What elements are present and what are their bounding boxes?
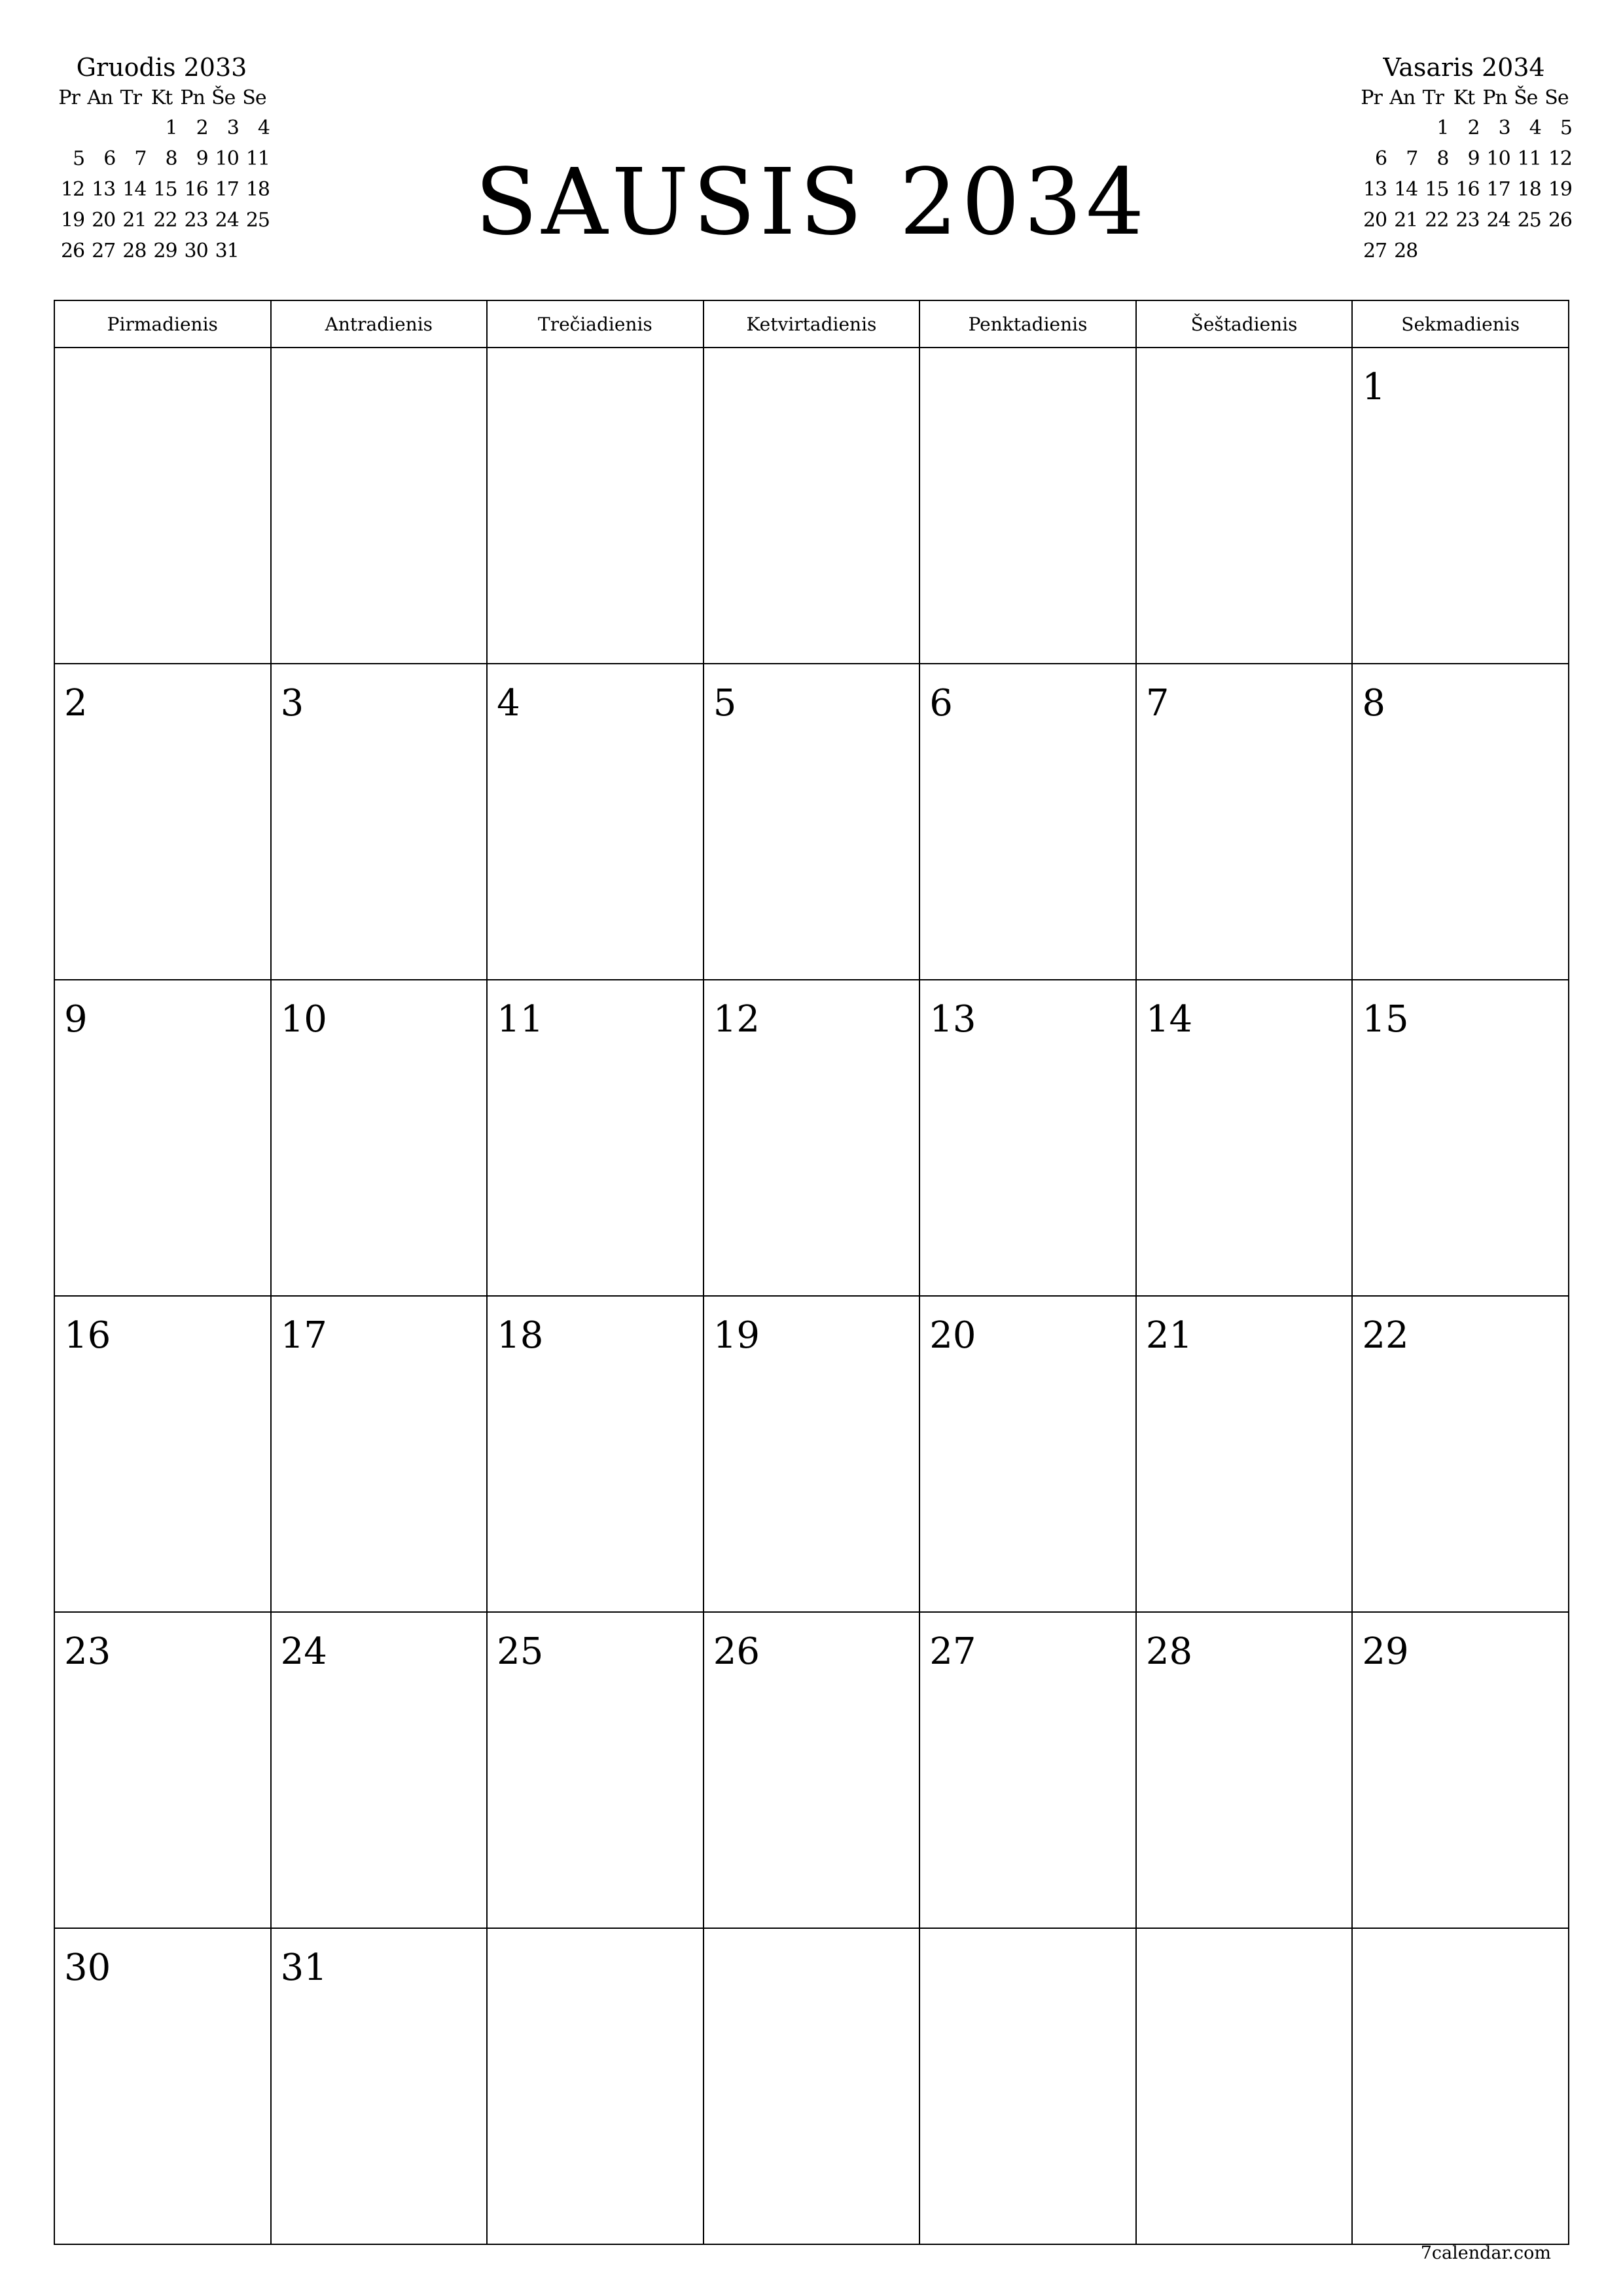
mini-day: 20 bbox=[1363, 209, 1387, 232]
week-row bbox=[54, 664, 1569, 980]
mini-week-row bbox=[1356, 113, 1572, 143]
mini-weekday-header: An bbox=[87, 86, 113, 109]
day-cell bbox=[271, 348, 488, 664]
day-number bbox=[920, 348, 1135, 368]
mini-weekday-header: Tr bbox=[1422, 86, 1444, 109]
day-number bbox=[488, 1929, 703, 1948]
week-row bbox=[54, 980, 1569, 1296]
day-cell bbox=[487, 980, 704, 1296]
day-cell bbox=[54, 348, 271, 664]
day-cell bbox=[919, 1296, 1136, 1612]
mini-day: 22 bbox=[153, 209, 177, 232]
day-number bbox=[272, 348, 487, 368]
mini-weekday-header: Tr bbox=[120, 86, 142, 109]
mini-week-row bbox=[1356, 205, 1572, 236]
mini-day: 27 bbox=[92, 240, 116, 262]
mini-calendar-table bbox=[1356, 82, 1572, 266]
footer-website: 7calendar.com bbox=[1420, 2243, 1551, 2263]
mini-day bbox=[1387, 113, 1418, 143]
day-number: 4 bbox=[497, 682, 520, 725]
day-cell bbox=[1136, 980, 1353, 1296]
mini-weekday-header: Se bbox=[1544, 86, 1569, 109]
mini-day: 9 bbox=[196, 147, 208, 170]
day-number bbox=[1137, 348, 1352, 368]
mini-day: 7 bbox=[1406, 147, 1418, 170]
mini-weekday-header: Pr bbox=[58, 86, 80, 109]
weekday-header: Antradienis bbox=[271, 300, 488, 348]
mini-weekday-header: An bbox=[1389, 86, 1416, 109]
mini-day bbox=[1448, 236, 1479, 266]
mini-day: 25 bbox=[1517, 209, 1541, 232]
mini-day: 19 bbox=[1548, 178, 1572, 201]
day-cell bbox=[54, 664, 271, 980]
day-number: 15 bbox=[1362, 998, 1409, 1041]
mini-day: 15 bbox=[1425, 178, 1449, 201]
day-number: 28 bbox=[1145, 1630, 1193, 1673]
day-number: 7 bbox=[1145, 682, 1169, 725]
mini-day: 28 bbox=[1394, 240, 1418, 262]
mini-day: 1 bbox=[165, 117, 177, 139]
day-cell bbox=[1136, 1928, 1353, 2244]
week-row bbox=[54, 1612, 1569, 1928]
day-cell bbox=[919, 1928, 1136, 2244]
mini-day: 16 bbox=[184, 178, 208, 201]
mini-day: 24 bbox=[1486, 209, 1510, 232]
mini-day: 8 bbox=[165, 147, 177, 170]
mini-day: 9 bbox=[1467, 147, 1480, 170]
mini-weekday-header: Še bbox=[1514, 86, 1538, 109]
mini-weekday-header: Kt bbox=[151, 86, 173, 109]
day-number: 1 bbox=[1362, 366, 1386, 408]
day-number bbox=[1137, 1929, 1352, 1948]
mini-day: 28 bbox=[122, 240, 147, 262]
day-cell bbox=[54, 980, 271, 1296]
mini-week-row bbox=[1356, 143, 1572, 174]
day-number: 3 bbox=[280, 682, 304, 725]
mini-day: 3 bbox=[1498, 117, 1510, 139]
day-cell bbox=[271, 980, 488, 1296]
day-number: 13 bbox=[929, 998, 976, 1041]
day-number: 21 bbox=[1145, 1314, 1193, 1357]
day-number: 2 bbox=[64, 682, 88, 725]
mini-day: 5 bbox=[1560, 117, 1572, 139]
day-cell bbox=[487, 348, 704, 664]
day-cell bbox=[1352, 1296, 1569, 1612]
day-number: 17 bbox=[280, 1314, 327, 1357]
mini-day: 10 bbox=[1486, 147, 1510, 170]
day-cell bbox=[1352, 1612, 1569, 1928]
mini-week-row bbox=[1356, 174, 1572, 205]
day-cell bbox=[271, 1928, 488, 2244]
mini-day: 4 bbox=[257, 117, 270, 139]
mini-day bbox=[1541, 236, 1572, 266]
week-row bbox=[54, 1928, 1569, 2244]
mini-day: 23 bbox=[184, 209, 208, 232]
day-number bbox=[1353, 1929, 1568, 1948]
day-number: 10 bbox=[280, 998, 327, 1041]
day-number: 18 bbox=[497, 1314, 544, 1357]
day-number: 23 bbox=[64, 1630, 111, 1673]
mini-day: 13 bbox=[1363, 178, 1387, 201]
mini-day bbox=[54, 113, 84, 143]
mini-day: 21 bbox=[1394, 209, 1418, 232]
mini-day: 31 bbox=[215, 240, 239, 262]
day-number: 19 bbox=[713, 1314, 760, 1357]
day-number: 30 bbox=[64, 1946, 111, 1989]
day-number: 25 bbox=[497, 1630, 544, 1673]
day-number bbox=[704, 1929, 919, 1948]
day-cell bbox=[271, 1296, 488, 1612]
day-number: 31 bbox=[280, 1946, 327, 1989]
day-number bbox=[920, 1929, 1135, 1948]
mini-day: 30 bbox=[184, 240, 208, 262]
day-cell bbox=[1136, 664, 1353, 980]
mini-day: 14 bbox=[122, 178, 147, 201]
mini-day: 8 bbox=[1436, 147, 1449, 170]
page-title: SAUSIS 2034 bbox=[474, 149, 1149, 256]
mini-day: 22 bbox=[1425, 209, 1449, 232]
mini-day: 10 bbox=[215, 147, 239, 170]
day-cell bbox=[919, 664, 1136, 980]
mini-day: 12 bbox=[60, 178, 85, 201]
mini-day: 16 bbox=[1455, 178, 1480, 201]
day-cell bbox=[704, 980, 920, 1296]
day-number: 24 bbox=[280, 1630, 327, 1673]
weekday-header: Ketvirtadienis bbox=[704, 300, 920, 348]
mini-day: 13 bbox=[92, 178, 116, 201]
day-cell bbox=[704, 348, 920, 664]
mini-weekday-header: Pr bbox=[1361, 86, 1382, 109]
mini-day bbox=[1356, 113, 1387, 143]
day-cell bbox=[704, 1296, 920, 1612]
week-row bbox=[54, 348, 1569, 664]
mini-day: 29 bbox=[153, 240, 177, 262]
mini-calendar-header-row bbox=[54, 82, 270, 113]
day-number bbox=[55, 348, 270, 368]
mini-day: 24 bbox=[215, 209, 239, 232]
mini-day: 26 bbox=[60, 240, 85, 262]
mini-calendar-title: Vasaris 2034 bbox=[1383, 53, 1545, 82]
mini-day: 5 bbox=[73, 147, 85, 170]
mini-weekday-header: Še bbox=[211, 86, 236, 109]
mini-day: 14 bbox=[1394, 178, 1418, 201]
weekday-header: Penktadienis bbox=[919, 300, 1136, 348]
mini-weekday-header: Kt bbox=[1453, 86, 1475, 109]
mini-day: 15 bbox=[153, 178, 177, 201]
day-cell bbox=[54, 1296, 271, 1612]
mini-day: 11 bbox=[245, 147, 270, 170]
mini-day: 18 bbox=[1517, 178, 1541, 201]
mini-day: 7 bbox=[134, 147, 147, 170]
mini-week-row bbox=[1356, 236, 1572, 266]
day-number: 27 bbox=[929, 1630, 976, 1673]
mini-day: 19 bbox=[60, 209, 85, 232]
month-grid bbox=[54, 300, 1569, 2245]
day-number: 26 bbox=[713, 1630, 760, 1673]
day-cell bbox=[1352, 664, 1569, 980]
day-number bbox=[704, 348, 919, 368]
day-cell bbox=[704, 1612, 920, 1928]
day-cell bbox=[919, 348, 1136, 664]
mini-weekday-header: Pn bbox=[1482, 86, 1507, 109]
mini-day: 25 bbox=[245, 209, 270, 232]
mini-weekday-header: Se bbox=[242, 86, 266, 109]
day-cell bbox=[271, 1612, 488, 1928]
mini-day: 3 bbox=[226, 117, 239, 139]
weekday-header-row bbox=[54, 300, 1569, 348]
mini-weekday-header: Pn bbox=[180, 86, 205, 109]
day-cell bbox=[487, 1612, 704, 1928]
day-cell bbox=[487, 1296, 704, 1612]
mini-calendar-title: Gruodis 2033 bbox=[76, 53, 247, 82]
day-cell bbox=[487, 664, 704, 980]
day-number: 12 bbox=[713, 998, 760, 1041]
day-number: 22 bbox=[1362, 1314, 1409, 1357]
mini-day: 17 bbox=[1486, 178, 1510, 201]
mini-day: 11 bbox=[1517, 147, 1541, 170]
day-number bbox=[488, 348, 703, 368]
day-cell bbox=[1136, 1296, 1353, 1612]
day-number: 9 bbox=[64, 998, 88, 1041]
day-cell bbox=[704, 1928, 920, 2244]
day-cell bbox=[1352, 348, 1569, 664]
day-number: 8 bbox=[1362, 682, 1386, 725]
mini-day: 6 bbox=[103, 147, 116, 170]
mini-day: 17 bbox=[215, 178, 239, 201]
mini-day: 21 bbox=[122, 209, 147, 232]
day-cell bbox=[1136, 348, 1353, 664]
day-cell bbox=[487, 1928, 704, 2244]
mini-day: 23 bbox=[1455, 209, 1480, 232]
day-number: 16 bbox=[64, 1314, 111, 1357]
day-number: 6 bbox=[929, 682, 953, 725]
mini-day: 26 bbox=[1548, 209, 1572, 232]
weekday-header: Šeštadienis bbox=[1136, 300, 1353, 348]
mini-calendar-header-row bbox=[1356, 82, 1572, 113]
day-cell bbox=[271, 664, 488, 980]
mini-calendar-next-month bbox=[1356, 52, 1572, 266]
mini-day: 6 bbox=[1375, 147, 1387, 170]
mini-day: 2 bbox=[196, 117, 208, 139]
day-cell bbox=[54, 1928, 271, 2244]
mini-day: 2 bbox=[1467, 117, 1480, 139]
day-cell bbox=[1136, 1612, 1353, 1928]
mini-day bbox=[115, 113, 146, 143]
day-number: 14 bbox=[1145, 998, 1193, 1041]
day-cell bbox=[1352, 1928, 1569, 2244]
mini-day: 20 bbox=[92, 209, 116, 232]
weekday-header: Pirmadienis bbox=[54, 300, 271, 348]
mini-day: 12 bbox=[1548, 147, 1572, 170]
mini-day bbox=[1480, 236, 1510, 266]
weekday-header: Trečiadienis bbox=[487, 300, 704, 348]
mini-day: 1 bbox=[1436, 117, 1449, 139]
day-cell bbox=[54, 1612, 271, 1928]
mini-day bbox=[1510, 236, 1541, 266]
day-number: 11 bbox=[497, 998, 544, 1041]
day-cell bbox=[919, 980, 1136, 1296]
mini-day bbox=[1418, 236, 1448, 266]
day-cell bbox=[1352, 980, 1569, 1296]
day-cell bbox=[919, 1612, 1136, 1928]
mini-week-row bbox=[54, 113, 270, 143]
mini-day: 4 bbox=[1529, 117, 1541, 139]
day-number: 29 bbox=[1362, 1630, 1409, 1673]
mini-day: 27 bbox=[1363, 240, 1387, 262]
day-cell bbox=[704, 664, 920, 980]
mini-day: 18 bbox=[245, 178, 270, 201]
day-number: 5 bbox=[713, 682, 737, 725]
mini-day bbox=[84, 113, 115, 143]
week-row bbox=[54, 1296, 1569, 1612]
weekday-header: Sekmadienis bbox=[1352, 300, 1569, 348]
day-number: 20 bbox=[929, 1314, 976, 1357]
